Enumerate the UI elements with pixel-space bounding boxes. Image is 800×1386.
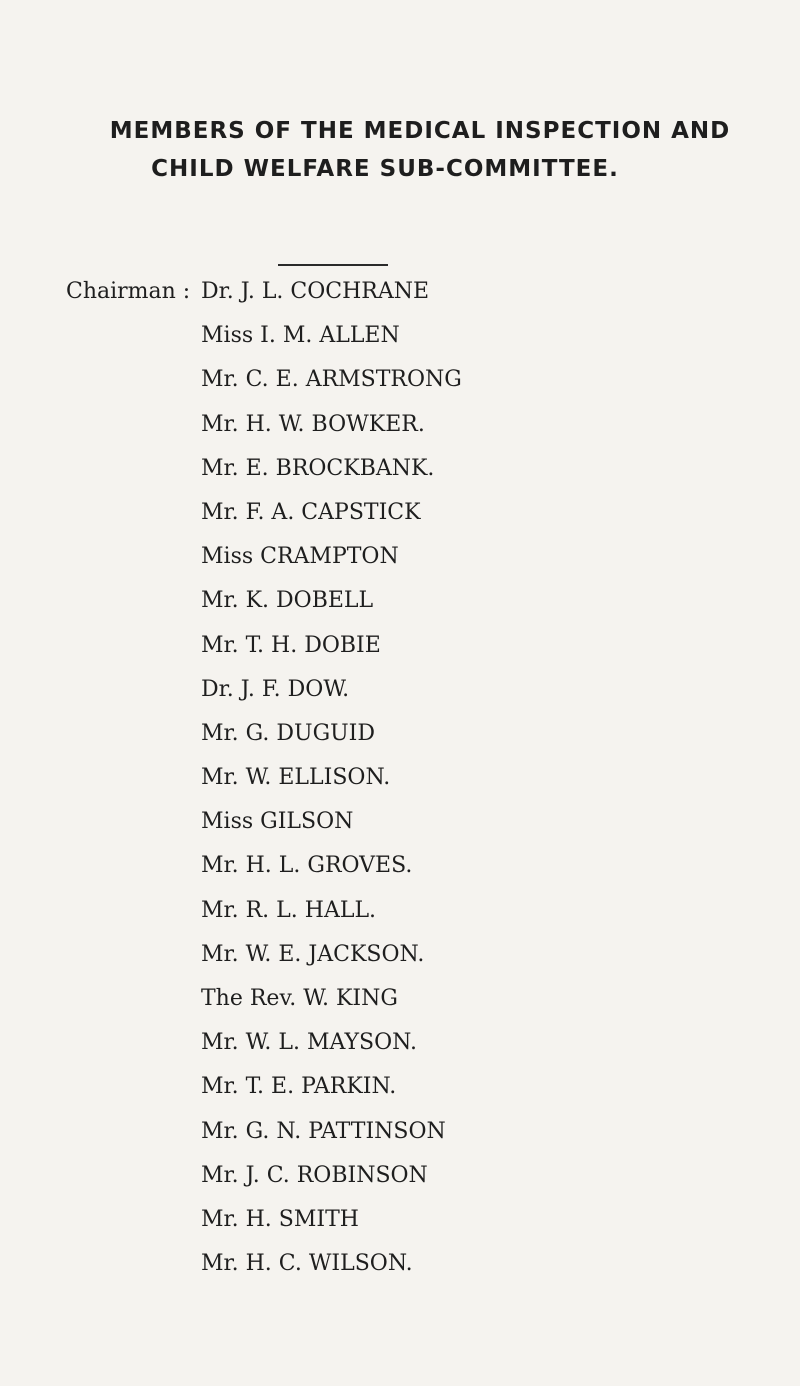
- member-name: Dr. J. F. DOW.: [201, 676, 350, 702]
- member-name: Dr. J. L. COCHRANE: [201, 279, 430, 304]
- member-name: Mr. W. L. MAYSON.: [201, 1030, 417, 1056]
- member-name: Mr. T. E. PARKIN.: [201, 1074, 397, 1100]
- member-name: Mr. W. ELLISON.: [201, 765, 391, 791]
- member-name: Mr. C. E. ARMSTRONG: [201, 367, 462, 393]
- heading-line-2: CHILD WELFARE SUB-COMMITTEE.: [151, 156, 619, 182]
- member-name: Mr. H. W. BOWKER.: [201, 411, 425, 437]
- member-name: Mr. H. C. WILSON.: [201, 1251, 413, 1277]
- member-name: Mr. W. E. JACKSON.: [201, 941, 425, 967]
- member-name: Mr. E. BROCKBANK.: [201, 455, 435, 481]
- member-name: Mr. J. C. ROBINSON: [201, 1162, 428, 1188]
- member-name: Miss CRAMPTON: [201, 544, 399, 570]
- heading-line-1: MEMBERS OF THE MEDICAL INSPECTION AND: [109, 118, 731, 144]
- member-name: Mr. G. N. PATTINSON: [201, 1118, 446, 1144]
- member-name: Mr. H. L. GROVES.: [201, 853, 413, 879]
- member-name: Mr. H. SMITH: [201, 1206, 359, 1232]
- member-name: Mr. G. DUGUID: [201, 720, 376, 746]
- member-name: Miss GILSON: [201, 809, 354, 835]
- member-name: The Rev. W. KING: [201, 986, 398, 1011]
- member-name: Mr. T. H. DOBIE: [201, 632, 381, 658]
- member-name: Miss I. M. ALLEN: [201, 323, 400, 349]
- member-list: [201, 278, 462, 1294]
- member-name: Mr. K. DOBELL: [201, 588, 374, 614]
- member-name: Mr. F. A. CAPSTICK: [201, 499, 421, 525]
- member-name: Mr. R. L. HALL.: [201, 897, 377, 923]
- document-heading: [0, 112, 800, 188]
- heading-divider: [278, 264, 388, 266]
- chairman-label: Chairman :: [66, 279, 191, 304]
